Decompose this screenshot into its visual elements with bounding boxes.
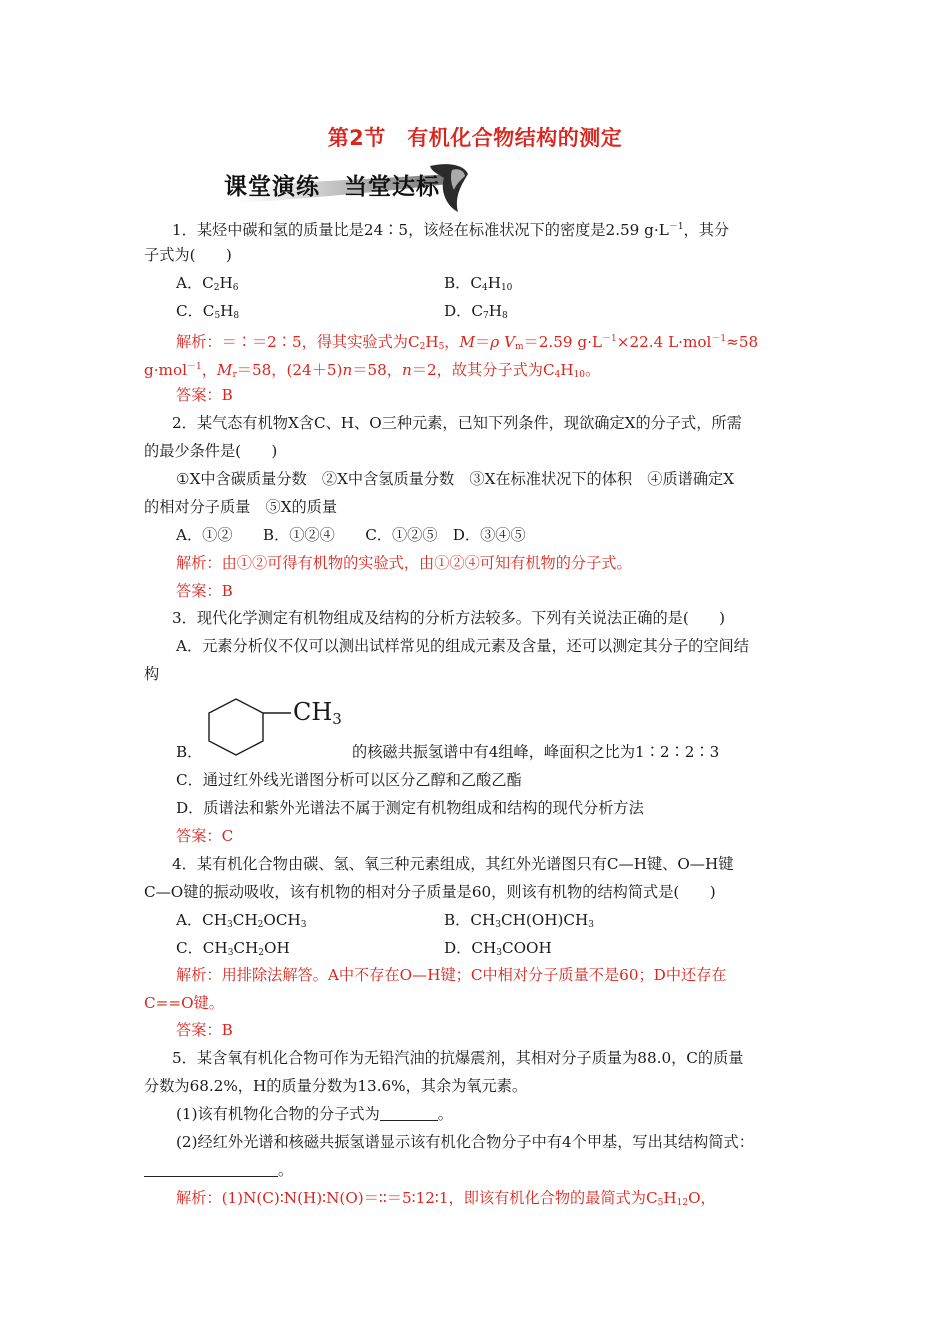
section-banner (218, 160, 474, 216)
q1-option-a: A．$C_2H_6$ (176, 274, 239, 293)
q4-analysis-line1: 解析：用排除法解答。A中不存在O—H键；C中相对分子质量不是60；D中还存在 (176, 966, 727, 984)
q3-option-c: C．通过红外线光谱图分析可以区分乙醇和乙酸乙酯 (176, 771, 522, 789)
q4-analysis-line2: C==O键。 (144, 994, 224, 1012)
q1-option-c: C．$C_5H_8$ (176, 302, 240, 321)
q5-answer-blank-2[interactable] (144, 1162, 278, 1177)
q5-analysis-line1: 解析：(1)N(C)∶N(H)∶N(O)＝∶∶＝5∶12∶1，即该有机化合物的最简式为$C_5H_{12}O$， (176, 1189, 716, 1208)
q3-stem: 3．现代化学测定有机物组成及结构的分析方法较多。下列有关说法正确的是( ) (172, 609, 726, 627)
q3-option-d: D．质谱法和紫外光谱法不属于测定有机物组成和结构的现代分析方法 (176, 799, 644, 817)
q4-option-b: B．$CH_3CH(OH)CH_3$ (444, 911, 594, 930)
q3-answer: 答案：C (176, 827, 234, 845)
q1-option-b: B．$C_4H_{10}$ (444, 274, 513, 293)
q1-stem-line1: 1．某烃中碳和氢的质量比是24∶5，该烃在标准状况下的密度是2.59 $g\cdot L^{-1}$，其分 (172, 221, 730, 239)
methyl-group-label: CH3 (293, 698, 342, 728)
q2-answer: 答案：B (176, 582, 233, 600)
q2-conditions-line2: 的相对分子质量 ⑤X的质量 (144, 498, 338, 516)
q5-stem-line2: 分数为68.2%，H的质量分数为13.6%，其余为氧元素。 (144, 1077, 528, 1095)
q4-option-d: D．$CH_3COOH$ (444, 939, 552, 958)
q5-answer-blank-1[interactable] (380, 1106, 438, 1121)
q2-stem-line2: 的最少条件是( ) (144, 442, 278, 460)
q1-answer: 答案：B (176, 386, 233, 404)
q2-options: A．①② B．①②④ C．①②⑤ D．③④⑤ (176, 526, 526, 544)
q4-stem-line2: C—O键的振动吸收，该有机物的相对分子质量是60，则该有机物的结构简式是( ) (144, 883, 716, 901)
q4-answer: 答案：B (176, 1021, 233, 1039)
section-title: 第2节 有机化合物结构的测定 (327, 126, 623, 150)
q5-subquestion-2: (2)经红外光谱和核磁共振氢谱显示该有机化合物分子中有4个甲基，写出其结构简式： (176, 1133, 754, 1151)
q4-stem-line1: 4．某有机化合物由碳、氢、氧三种元素组成，其红外光谱图只有C—H键、O—H键 (172, 855, 734, 873)
q1-analysis-line1: 解析：＝∶＝2∶5，得其实验式为$C_2H_5$，M＝ρ $V_m=2.59$ $g\cdot L^{-1}\times 22.4$ L·mol$^{-1}$≈58 (176, 333, 759, 352)
q3-option-b-text: 的核磁共振氢谱中有4组峰，峰面积之比为1∶2∶2∶3 (352, 743, 720, 761)
q3-option-a-line2: 构 (144, 665, 160, 683)
q1-option-d: D．$C_7H_8$ (444, 302, 508, 321)
banner-text: 课堂演练 当堂达标 (224, 174, 440, 200)
q1-analysis-line2: g·mol$^{-1}$，$M_r=58$，(24＋5)n＝58，n＝2，故其分子式为$C_4H_{10}$。 (144, 361, 601, 380)
q2-conditions-line1: ①X中含碳质量分数 ②X中含氢质量分数 ③X在标准状况下的体积 ④质谱确定X (176, 470, 735, 488)
q4-option-a: A．$CH_3CH_2OCH_3$ (176, 911, 307, 930)
q5-stem-line1: 5．某含氧有机化合物可作为无铅汽油的抗爆震剂，其相对分子质量为88.0，C的质量 (172, 1049, 744, 1067)
methylcyclohexane-structure (205, 696, 365, 758)
q4-option-c: C．$CH_3CH_2OH$ (176, 939, 290, 958)
q3-option-b-letter: B． (176, 743, 203, 761)
q5-subquestion-2-blank-line: 。 (144, 1160, 293, 1180)
q1-stem-line2: 子式为( ) (144, 246, 232, 264)
q2-analysis: 解析：由①②可得有机物的实验式，由①②④可知有机物的分子式。 (176, 554, 632, 572)
q2-stem-line1: 2．某气态有机物X含C、H、O三种元素，已知下列条件，现欲确定X的分子式，所需 (172, 414, 742, 432)
q3-option-a-line1: A．元素分析仪不仅可以测出试样常见的组成元素及含量，还可以测定其分子的空间结 (176, 637, 749, 655)
q5-subquestion-1: (1)该有机物化合物的分子式为 。 (176, 1105, 453, 1123)
